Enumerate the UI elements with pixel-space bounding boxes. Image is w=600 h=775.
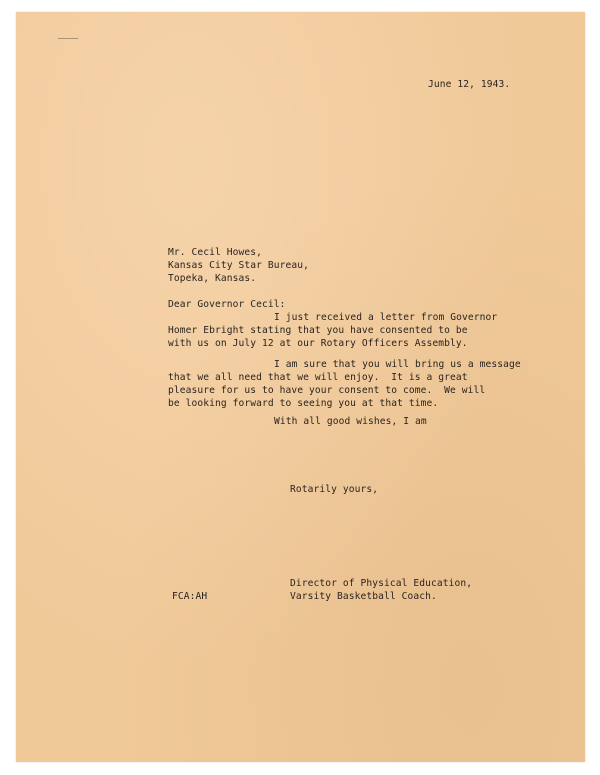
body-p1-line-1: I just received a letter from Governor xyxy=(274,312,498,323)
signature-line-1: Director of Physical Education, xyxy=(290,578,473,589)
pencil-mark xyxy=(58,38,78,39)
body-p1-line-2: Homer Ebright stating that you have consented to be xyxy=(168,325,468,336)
recipient-line-1: Mr. Cecil Howes, xyxy=(168,247,263,258)
recipient-line-2: Kansas City Star Bureau, xyxy=(168,260,310,271)
signature-line-2: Varsity Basketball Coach. xyxy=(290,591,437,602)
typist-initials: FCA:AH xyxy=(172,591,208,602)
letter-page xyxy=(16,12,585,762)
body-p2-line-3: pleasure for us to have your consent to come. We will xyxy=(168,385,486,396)
body-p2-line-2: that we all need that we will enjoy. It is a great xyxy=(168,372,468,383)
recipient-line-3: Topeka, Kansas. xyxy=(168,273,257,284)
salutation: Dear Governor Cecil: xyxy=(168,299,286,310)
body-p2-line-4: be looking forward to seeing you at that time. xyxy=(168,398,439,409)
closing: Rotarily yours, xyxy=(290,484,379,495)
letter-date: June 12, 1943. xyxy=(428,79,511,90)
body-p2-line-1: I am sure that you will bring us a message xyxy=(274,359,521,370)
body-p1-line-3: with us on July 12 at our Rotary Officers Assembly. xyxy=(168,338,468,349)
body-p3-line-1: With all good wishes, I am xyxy=(274,416,427,427)
